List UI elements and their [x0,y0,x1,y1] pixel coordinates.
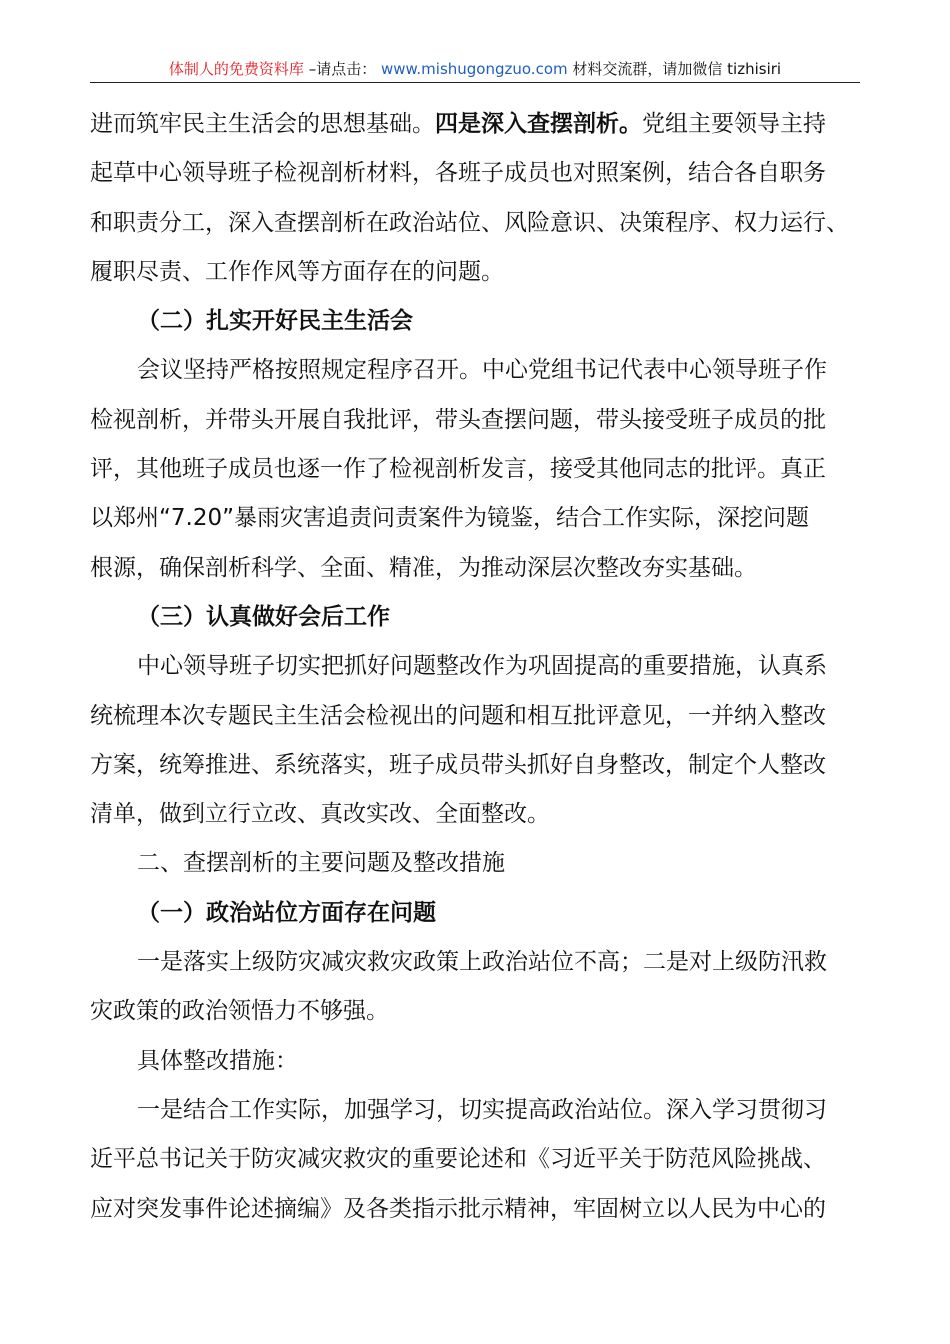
text-line [90,1135,860,1184]
document-body [90,100,860,1234]
text-segment: 进而筑牢民主生活会的思想基础。 [90,111,435,137]
text-segment: 具体整改措施： [137,1047,298,1074]
text-line [90,1037,860,1086]
text-line [90,494,860,543]
text-segment: 灾政策的政治领悟力不够强。 [90,998,389,1025]
header-link[interactable]: www.mishugongzuo.com [380,60,568,78]
text-line [90,692,860,741]
bold-text-segment: （三）认真做好会后工作 [137,603,390,630]
text-line [90,149,860,198]
text-line [90,987,860,1036]
bold-text-segment: 四是深入查摆剖析。 [435,111,642,137]
text-line [90,199,860,248]
text-segment: 应对突发事件论述摘编》及各类指示批示精神，牢固树立以人民为中心的 [90,1195,826,1222]
text-line [90,741,860,790]
text-line [90,1086,860,1135]
text-line [90,642,860,691]
text-line [90,297,860,346]
text-segment: 履职尽责、工作作风等方面存在的问题。 [90,258,504,285]
bold-text-segment: （一）政治站位方面存在问题 [137,899,436,926]
text-line [90,1185,860,1234]
text-segment: 一是结合工作实际，加强学习，切实提高政治站位。深入学习贯彻习 [137,1096,827,1123]
text-segment: 以郑州“7.20”暴雨灾害追责问责案件为镜鉴，结合工作实际，深挖问题 [90,505,810,532]
text-segment: 检视剖析，并带头开展自我批评，带头查摆问题，带头接受班子成员的批 [90,406,826,433]
text-line [90,346,860,395]
text-line [90,839,860,888]
text-line [90,396,860,445]
text-segment: 清单，做到立行立改、真改实改、全面整改。 [90,801,550,828]
text-segment: 评，其他班子成员也逐一作了检视剖析发言，接受其他同志的批评。真正 [90,456,826,483]
header-brand: 体制人的免费资料库 [168,60,304,78]
text-segment: 一是落实上级防灾减灾救灾政策上政治站位不高；二是对上级防汛救 [137,949,827,976]
text-segment: 中心领导班子切实把抓好问题整改作为巩固提高的重要措施，认真系 [137,653,827,680]
text-segment: 二、查摆剖析的主要问题及整改措施 [137,850,505,877]
text-line [90,790,860,839]
header-divider [90,82,860,83]
text-line [90,593,860,642]
text-line [90,445,860,494]
text-segment: 统梳理本次专题民主生活会检视出的问题和相互批评意见，一并纳入整改 [90,702,826,729]
text-segment: 根源，确保剖析科学、全面、精准，为推动深层次整改夯实基础。 [90,554,757,581]
text-line [90,938,860,987]
text-line [90,544,860,593]
text-segment: 方案，统筹推进、系统落实，班子成员带头抓好自身整改，制定个人整改 [90,751,826,778]
text-line [90,100,860,149]
bold-text-segment: （二）扎实开好民主生活会 [137,308,413,335]
text-segment: 和职责分工，深入查摆剖析在政治站位、风险意识、决策程序、权力运行、 [90,209,849,236]
text-line [90,889,860,938]
text-segment: 近平总书记关于防灾减灾救灾的重要论述和《习近平关于防范风险挑战、 [90,1146,826,1173]
header-suffix: 材料交流群，请加微信 tizhisiri [572,60,782,78]
header-prompt: –请点击： [308,60,377,78]
text-line [90,248,860,297]
page-header [90,58,860,80]
text-segment: 党组主要领导主持 [642,111,826,137]
text-segment: 起草中心领导班子检视剖析材料，各班子成员也对照案例，结合各自职务 [90,160,826,187]
text-segment: 会议坚持严格按照规定程序召开。中心党组书记代表中心领导班子作 [137,357,827,384]
